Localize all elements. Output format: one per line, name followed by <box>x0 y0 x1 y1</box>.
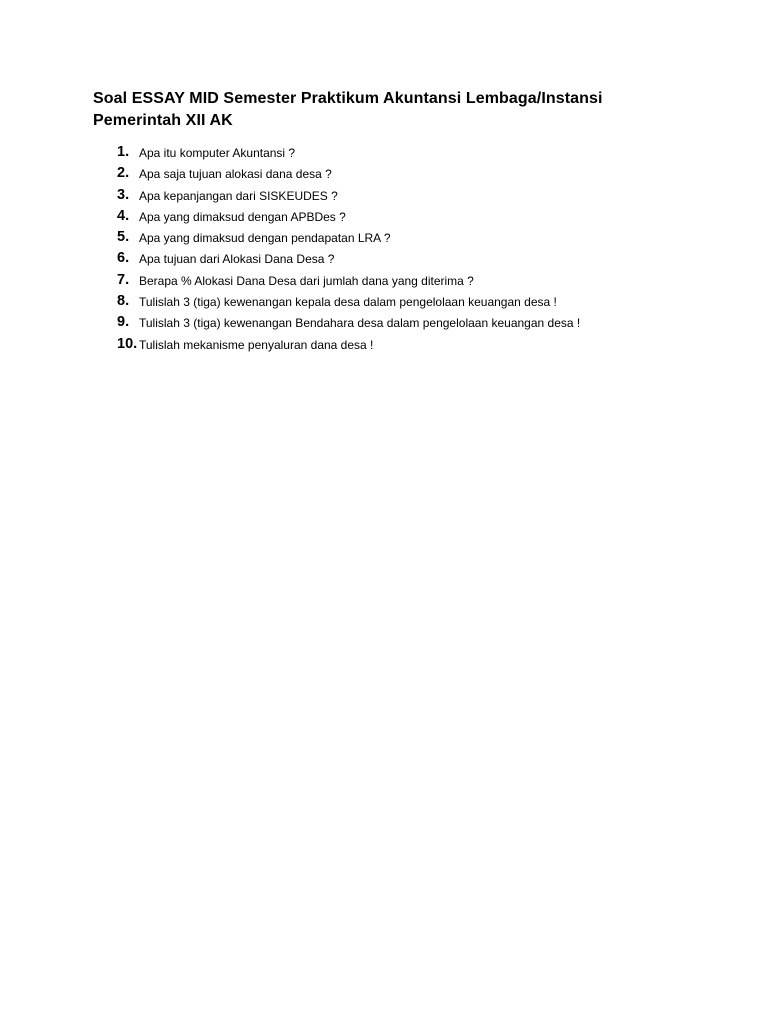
question-number: 3. <box>117 186 130 203</box>
question-number: 1. <box>117 144 130 160</box>
question-text: Tulislah 3 (tiga) kewenangan Bendahara desa dalam pengelolaan keuangan desa ! <box>139 316 581 331</box>
question-number: 6. <box>117 250 130 267</box>
question-text: Apa yang dimaksud dengan APBDes ? <box>139 209 346 224</box>
question-number: 8. <box>117 293 130 310</box>
question-number: 5. <box>117 229 130 246</box>
question-text: Tulislah 3 (tiga) kewenangan kepala desa dalam pengelolaan keuangan desa ! <box>139 295 557 310</box>
question-number: 10. <box>117 335 138 352</box>
question-text: Apa yang dimaksud dengan pendapatan LRA ? <box>139 231 391 246</box>
question-text: Tulislah mekanisme penyaluran dana desa ! <box>139 337 374 352</box>
question-number: 9. <box>117 314 130 331</box>
question-text: Apa kepanjangan dari SISKEUDES ? <box>139 188 338 203</box>
question-number: 7. <box>117 271 130 288</box>
question-text: Berapa % Alokasi Dana Desa dari jumlah dana yang diterima ? <box>139 273 474 288</box>
question-text: Apa saja tujuan alokasi dana desa ? <box>139 167 332 182</box>
question-text: Apa itu komputer Akuntansi ? <box>139 146 296 160</box>
question-text: Apa tujuan dari Alokasi Dana Desa ? <box>139 252 335 267</box>
question-number: 4. <box>117 207 130 224</box>
document-title: Soal ESSAY MID Semester Praktikum Akuntansi Lembaga/Instansi Pemerintah XII AK <box>93 90 603 129</box>
question-number: 2. <box>117 165 130 182</box>
